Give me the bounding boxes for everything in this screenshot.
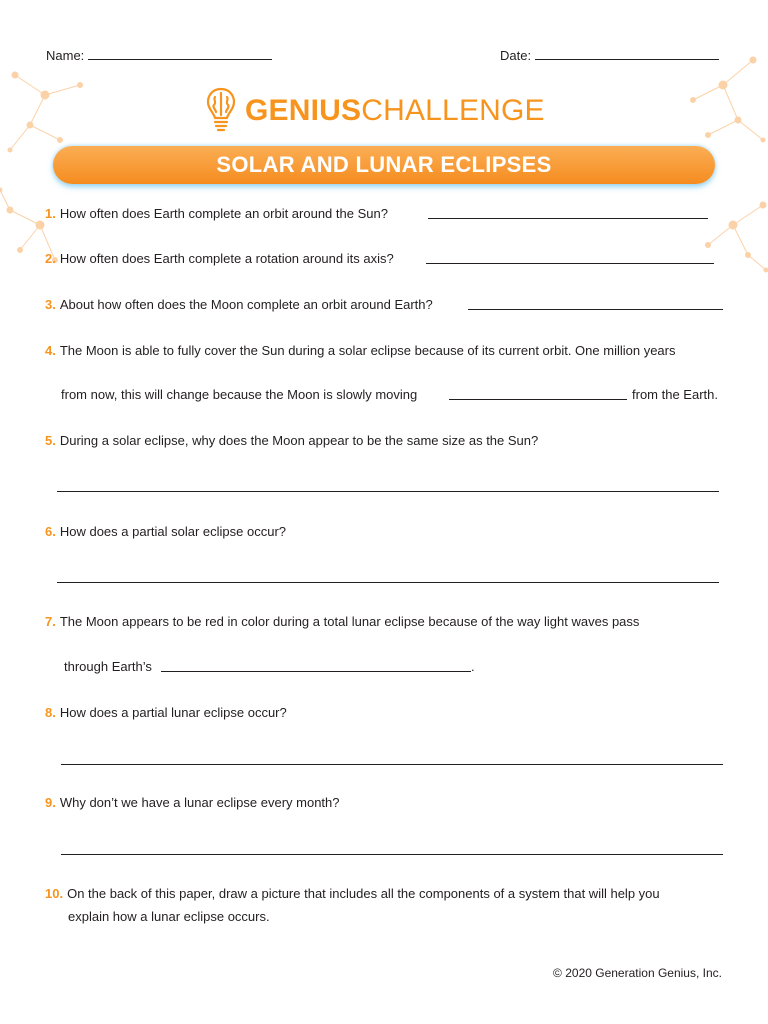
question-text: The Moon is able to fully cover the Sun during a solar eclipse because of its current orbit. One million years [59, 343, 676, 358]
molecule-decoration-right [638, 0, 768, 290]
question-text: . [471, 659, 475, 674]
question-text: Why don’t we have a lunar eclipse every month? [59, 795, 340, 810]
molecule-decoration-left [0, 0, 130, 290]
question-number: 5. [45, 433, 56, 448]
name-blank[interactable] [88, 47, 272, 60]
question-text: How does a partial solar eclipse occur? [59, 524, 287, 539]
genius-challenge-logo [205, 86, 545, 136]
answer-line-6[interactable] [57, 582, 719, 583]
question-4-line-2a [61, 387, 417, 402]
answer-line-9[interactable] [61, 854, 723, 855]
question-text: During a solar eclipse, why does the Moon appear to be the same size as the Sun? [59, 433, 539, 448]
question-number: 1. [45, 206, 56, 221]
page-title: SOLAR AND LUNAR ECLIPSES [216, 152, 552, 177]
name-label: Name: [46, 48, 85, 63]
question-text: The Moon appears to be red in color during a total lunar eclipse because of the way light waves pass [59, 614, 640, 629]
date-field[interactable] [500, 47, 719, 63]
lightbulb-brain-icon [205, 86, 237, 136]
question-5 [45, 433, 538, 448]
question-text: How often does Earth complete a rotation around its axis? [59, 251, 394, 266]
date-label: Date: [500, 48, 532, 63]
question-number: 3. [45, 297, 56, 312]
answer-line-7[interactable] [161, 671, 471, 672]
answer-line-2[interactable] [426, 263, 714, 264]
question-text: through Earth’s [64, 659, 152, 674]
question-7-line-2b [471, 659, 475, 674]
question-10-line-2 [68, 909, 270, 924]
name-field[interactable] [46, 47, 272, 63]
question-7 [45, 614, 639, 629]
question-number: 2. [45, 251, 56, 266]
question-text: On the back of this paper, draw a picture that includes all the components of a system that will help you [67, 886, 660, 901]
question-6 [45, 524, 286, 539]
question-number: 4. [45, 343, 56, 358]
question-text: How often does Earth complete an orbit around the Sun? [59, 206, 388, 221]
question-4-line-2b [632, 387, 718, 402]
question-text: About how often does the Moon complete an orbit around Earth? [59, 297, 433, 312]
title-banner [53, 146, 715, 184]
question-1 [45, 206, 388, 221]
question-text: How does a partial lunar eclipse occur? [59, 705, 287, 720]
question-number: 10. [45, 886, 64, 901]
answer-line-3[interactable] [468, 309, 723, 310]
answer-line-8[interactable] [61, 764, 723, 765]
question-text: from now, this will change because the Moon is slowly moving [61, 387, 418, 402]
copyright-footer: © 2020 Generation Genius, Inc. [553, 966, 722, 980]
question-8 [45, 705, 287, 720]
answer-line-5[interactable] [57, 491, 719, 492]
answer-line-4[interactable] [449, 399, 627, 400]
question-number: 9. [45, 795, 56, 810]
question-number: 8. [45, 705, 56, 720]
question-text: explain how a lunar eclipse occurs. [68, 909, 270, 924]
question-7-line-2a [64, 659, 152, 674]
question-number: 6. [45, 524, 56, 539]
logo-challenge-text: CHALLENGE [361, 94, 545, 127]
question-text: from the Earth. [632, 387, 718, 402]
logo-genius-text: GENIUS [245, 94, 362, 127]
question-4 [45, 343, 675, 358]
date-blank[interactable] [535, 47, 719, 60]
question-9 [45, 795, 340, 810]
question-2 [45, 251, 394, 266]
question-3 [45, 297, 433, 312]
answer-line-1[interactable] [428, 218, 708, 219]
logo-text [245, 94, 545, 128]
question-10 [45, 886, 660, 901]
question-number: 7. [45, 614, 56, 629]
